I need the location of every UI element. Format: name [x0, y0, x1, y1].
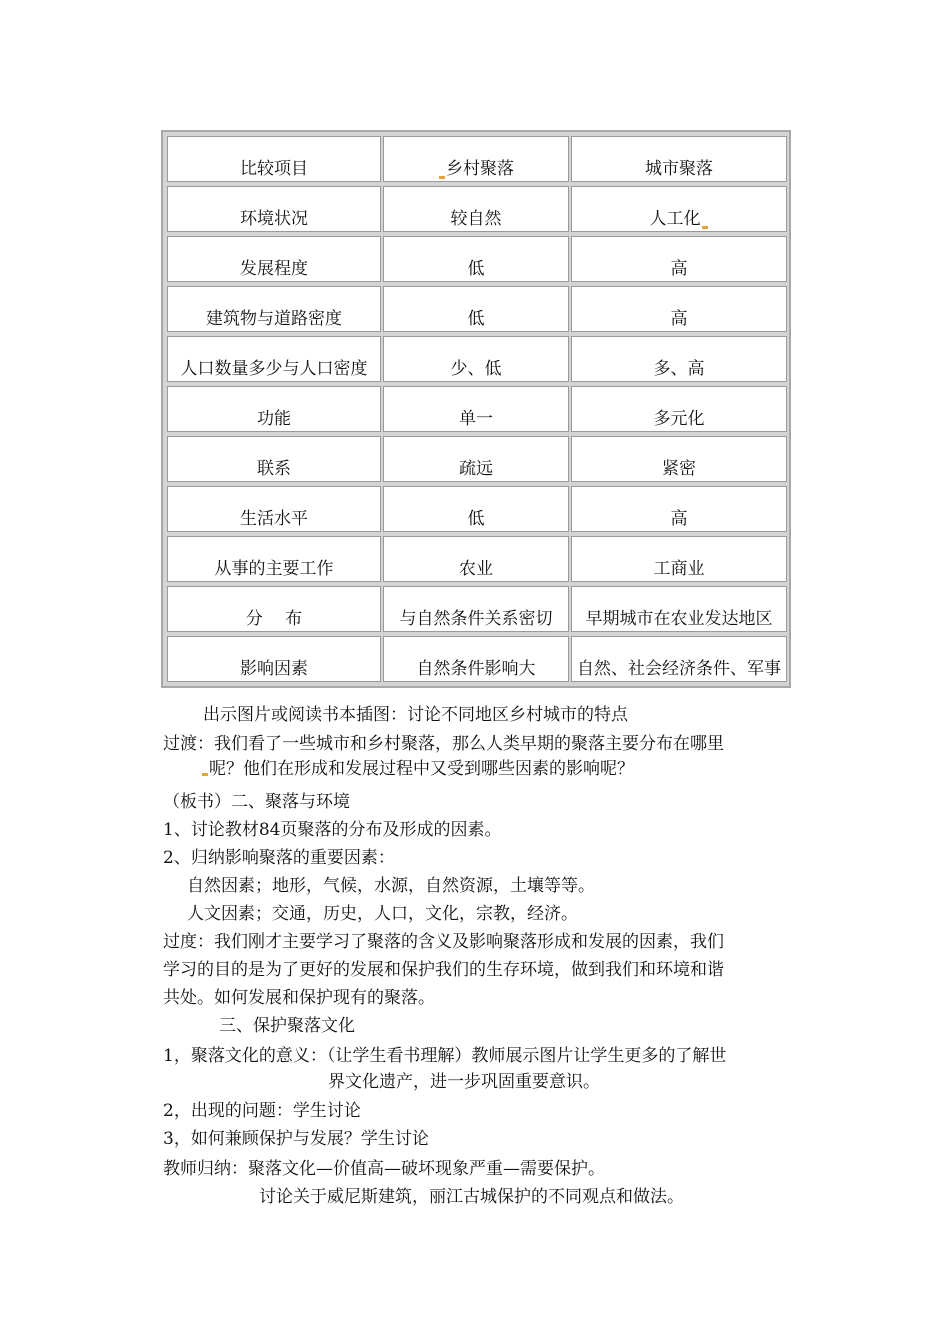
table-cell [167, 436, 381, 482]
table-cell-text: 早期城市在农业发达地区 [585, 609, 773, 629]
table-header-cell [167, 136, 381, 182]
table-cell-text: 高 [670, 259, 688, 279]
table-cell-text: 影响因素 [240, 659, 308, 679]
table-cell-text: 联系 [257, 459, 291, 479]
table-cell [167, 336, 381, 382]
table-cell-text: 自然、社会经济条件、军事 [577, 659, 781, 679]
table-cell [167, 286, 381, 332]
table-cell [571, 586, 787, 632]
table-cell [383, 486, 569, 532]
text-line-17: 教师归纳：聚落文化—价值高—破坏现象严重—需要保护。 [163, 1159, 605, 1179]
text-line-1: 出示图片或阅读书本插图：讨论不同地区乡村城市的特点 [203, 705, 628, 725]
text-line-5: 1、讨论教材84页聚落的分布及形成的因素。 [163, 820, 502, 840]
table-cell-text: 人工化 [649, 209, 701, 229]
table-cell-text: 低 [467, 259, 485, 279]
table-cell-text: 生活水平 [240, 509, 308, 529]
table-cell-text: 自然条件影响大 [416, 659, 536, 679]
table-cell [383, 386, 569, 432]
table-cell [571, 236, 787, 282]
text-line-3-content: 呢？他们在形成和发展过程中又受到哪些因素的影响呢？ [209, 759, 634, 779]
text-line-6: 2、归纳影响聚落的重要因素： [163, 848, 395, 868]
table-cell [167, 486, 381, 532]
table-cell-text: 分 布 [245, 609, 303, 629]
table-cell [571, 536, 787, 582]
table-cell-text: 从事的主要工作 [214, 559, 334, 579]
text-line-18: 讨论关于威尼斯建筑，丽江古城保护的不同观点和做法。 [259, 1187, 684, 1207]
text-line-3 [201, 758, 634, 780]
table-cell [383, 336, 569, 382]
table-cell-text: 乡村聚落 [446, 159, 514, 179]
table-cell-text: 多、高 [653, 359, 705, 379]
table-cell-text: 环境状况 [240, 209, 308, 229]
table-cell [571, 636, 787, 682]
table-cell [383, 536, 569, 582]
table-cell [571, 336, 787, 382]
table-cell-text: 工商业 [653, 559, 705, 579]
table-cell-text: 农业 [459, 559, 493, 579]
table-cell [571, 436, 787, 482]
table-cell-text: 高 [670, 309, 688, 329]
text-line-9: 过度：我们刚才主要学习了聚落的含义及影响聚落形成和发展的因素，我们 [163, 932, 724, 952]
annotation-mark [202, 773, 208, 776]
annotation-mark [702, 226, 708, 229]
table-cell [383, 586, 569, 632]
table-cell-text: 城市聚落 [645, 159, 713, 179]
table-cell [167, 536, 381, 582]
table-cell [571, 486, 787, 532]
table-cell [383, 636, 569, 682]
text-line-15: 2，出现的问题：学生讨论 [163, 1101, 361, 1121]
section-heading-3: 三、保护聚落文化 [219, 1016, 355, 1036]
table-cell [383, 436, 569, 482]
table-cell [383, 236, 569, 282]
table-cell-text: 低 [467, 509, 485, 529]
table-cell-text: 与自然条件关系密切 [399, 609, 553, 629]
table-cell [383, 186, 569, 232]
text-line-14: 界文化遗产，进一步巩固重要意识。 [328, 1072, 600, 1092]
text-line-16: 3，如何兼顾保护与发展？学生讨论 [163, 1129, 429, 1149]
table-cell-text: 高 [670, 509, 688, 529]
text-line-4: （板书）二、聚落与环境 [163, 792, 350, 812]
table-cell [571, 386, 787, 432]
table-cell-text: 疏远 [459, 459, 493, 479]
table-cell [167, 386, 381, 432]
table-cell [167, 586, 381, 632]
comparison-table [161, 130, 791, 688]
annotation-mark [439, 176, 445, 179]
text-line-11: 共处。如何发展和保护现有的聚落。 [163, 988, 435, 1008]
text-line-13: 1，聚落文化的意义：（让学生看书理解）教师展示图片让学生更多的了解世 [163, 1046, 727, 1066]
table-cell-text: 较自然 [450, 209, 502, 229]
table-cell [571, 186, 787, 232]
table-cell [167, 636, 381, 682]
text-line-2: 过渡：我们看了一些城市和乡村聚落，那么人类早期的聚落主要分布在哪里 [163, 734, 724, 754]
table-header-cell [383, 136, 569, 182]
table-cell [167, 236, 381, 282]
table-cell-text: 发展程度 [240, 259, 308, 279]
table-cell [167, 186, 381, 232]
table-header-cell [571, 136, 787, 182]
table-cell-text: 低 [467, 309, 485, 329]
table-cell-text: 多元化 [653, 409, 705, 429]
table-cell [571, 286, 787, 332]
text-line-7: 自然因素；地形，气候，水源，自然资源，土壤等等。 [187, 876, 595, 896]
table-cell [383, 286, 569, 332]
table-cell-text: 少、低 [450, 359, 502, 379]
table-cell-text: 单一 [459, 409, 493, 429]
table-cell-text: 比较项目 [240, 159, 308, 179]
table-cell-text: 功能 [257, 409, 291, 429]
text-line-10: 学习的目的是为了更好的发展和保护我们的生存环境，做到我们和环境和谐 [163, 960, 724, 980]
text-line-8: 人文因素；交通，历史，人口，文化，宗教，经济。 [187, 904, 578, 924]
table-cell-text: 紧密 [662, 459, 696, 479]
table-cell-text: 建筑物与道路密度 [206, 309, 342, 329]
table-cell-text: 人口数量多少与人口密度 [180, 359, 368, 379]
